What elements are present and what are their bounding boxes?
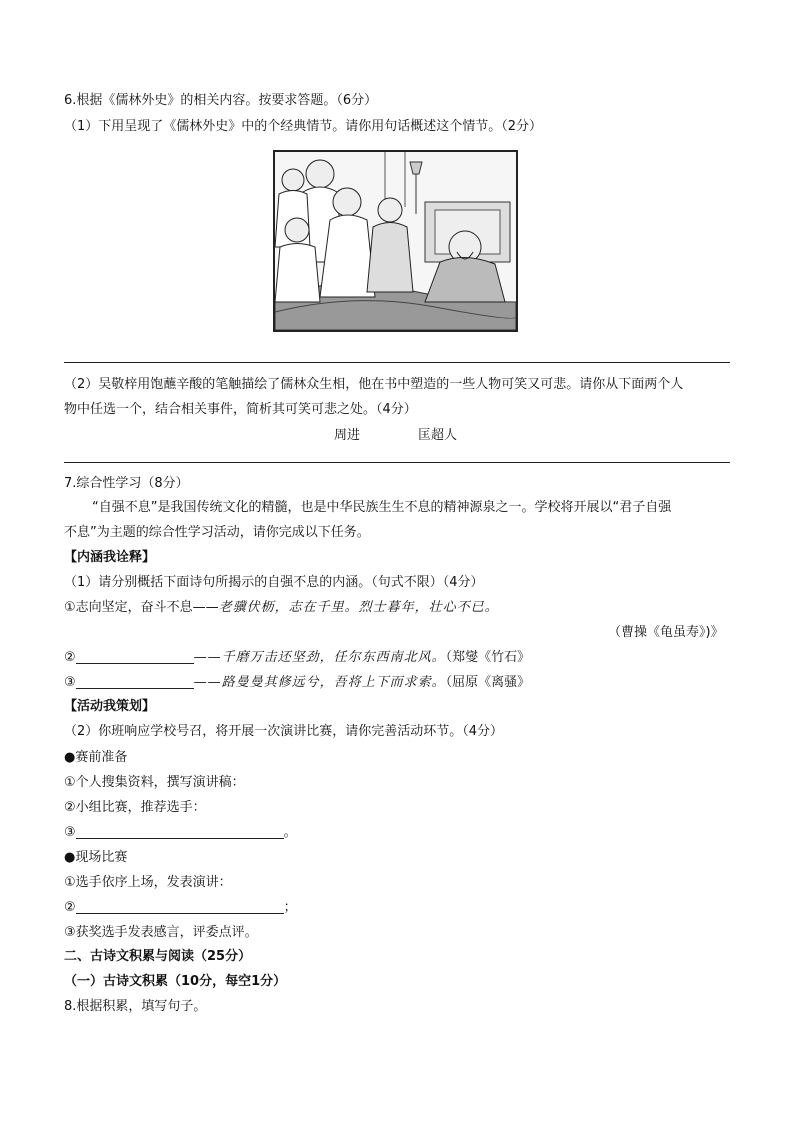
item2-num: ② bbox=[64, 650, 76, 665]
q6-title: 6.根据《儒林外史》的相关内容。按要求答题。（6分） bbox=[64, 93, 378, 108]
q6-part2-line2: 物中任选一个，结合相关事件，简析其可笑可悲之处。（4分） bbox=[64, 402, 417, 417]
q7-task2: （2）你班响应学校号召，将开展一次演讲比赛，请你完善活动环节。（4分） bbox=[64, 724, 504, 739]
q7-intro-line1: “自强不息”是我国传统文化的精髓，也是中华民族生生不息的精神源泉之一。学校将开展以“君子自强 bbox=[92, 500, 672, 515]
illustration bbox=[273, 150, 518, 332]
item3-poem: ——路曼曼其修远兮，吾将上下而求索。 bbox=[193, 675, 446, 690]
option-kuangchaoren: 匡超人 bbox=[418, 428, 458, 443]
item3-num: ③ bbox=[64, 675, 76, 690]
item3-blank[interactable] bbox=[76, 674, 194, 689]
item3-source: （屈原《离骚》 bbox=[445, 675, 531, 690]
item2-blank[interactable] bbox=[76, 649, 194, 664]
pre-step3-num: ③ bbox=[64, 825, 76, 840]
section-heading-interpret: 【内涵我诠释】 bbox=[64, 550, 156, 565]
item3 bbox=[64, 674, 530, 692]
item2-poem: ——千磨万击还坚劲，任尔东西南北风。 bbox=[193, 650, 446, 665]
scholars-illustration bbox=[275, 152, 516, 330]
item1-label: ①志向坚定，奋斗不息—— bbox=[64, 600, 219, 615]
item1 bbox=[64, 599, 499, 617]
live-step1: ①选手依序上场，发表演讲： bbox=[64, 875, 232, 890]
pre-step3 bbox=[64, 824, 297, 842]
section2-title: 二、古诗文积累与阅读（25分） bbox=[64, 949, 252, 964]
answer-line-1[interactable] bbox=[64, 362, 730, 363]
pre-contest-title: ●赛前准备 bbox=[64, 750, 128, 765]
option-zhoujin: 周进 bbox=[334, 428, 361, 443]
pre-step1: ①个人搜集资料，撰写演讲稿： bbox=[64, 775, 245, 790]
item1-poem: 老骥伏枥，志在千里。烈士暮年，壮心不已。 bbox=[218, 600, 499, 615]
section-heading-plan: 【活动我策划】 bbox=[64, 699, 156, 714]
live-step2 bbox=[64, 899, 297, 917]
answer-line-2[interactable] bbox=[64, 462, 730, 463]
pre-step3-blank[interactable] bbox=[76, 824, 284, 839]
q7-task1: （1）请分别概括下面诗句所揭示的自强不息的内涵。（句式不限）（4分） bbox=[64, 575, 484, 590]
q8-title: 8.根据积累，填写句子。 bbox=[64, 999, 207, 1014]
live-step2-end: ； bbox=[283, 900, 297, 915]
section2-subtitle: （一）古诗文积累（10分，每空1分） bbox=[64, 974, 287, 989]
item1-source: （曹操《龟虽寿》)》 bbox=[608, 625, 724, 640]
item2-source: （郑燮《竹石》 bbox=[445, 650, 531, 665]
live-contest-title: ●现场比赛 bbox=[64, 850, 128, 865]
pre-step2: ②小组比赛，推荐选手： bbox=[64, 800, 206, 815]
q6-part2-line1: （2）吴敬梓用饱蘸辛酸的笔触描绘了儒林众生相，他在书中塑造的一些人物可笑又可悲。请你从下面两个人 bbox=[64, 377, 684, 392]
q7-title: 7.综合性学习（8分） bbox=[64, 476, 189, 491]
q7-intro-line2: 不息”为主题的综合性学习活动，请你完成以下任务。 bbox=[64, 525, 370, 540]
item2 bbox=[64, 649, 530, 667]
pre-step3-end: 。 bbox=[283, 825, 297, 840]
live-step2-num: ② bbox=[64, 900, 76, 915]
live-step2-blank[interactable] bbox=[76, 899, 284, 914]
live-step3: ③获奖选手发表感言，评委点评。 bbox=[64, 925, 258, 940]
q6-part1: （1）下用呈现了《儒林外史》中的个经典情节。请你用句话概述这个情节。（2分） bbox=[64, 119, 543, 134]
